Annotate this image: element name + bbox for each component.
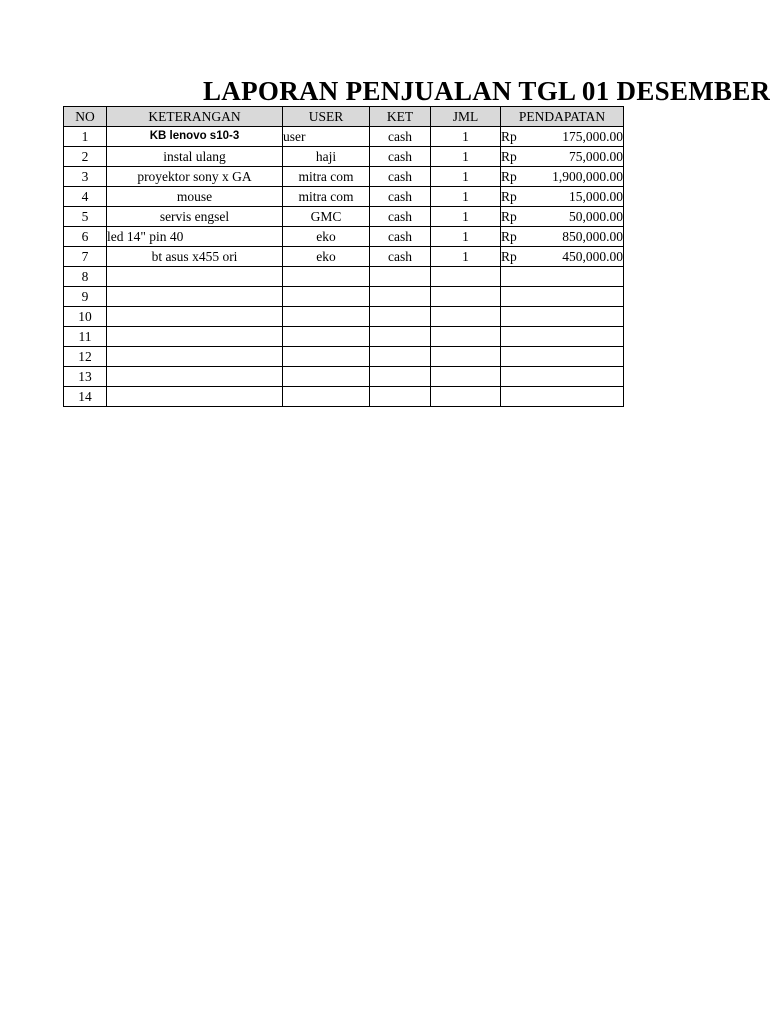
cell-ket[interactable]: cash (370, 167, 431, 187)
cell-pendapatan[interactable] (501, 347, 624, 367)
cell-no[interactable]: 3 (64, 167, 107, 187)
cell-ket[interactable] (370, 267, 431, 287)
cell-user[interactable] (283, 307, 370, 327)
header-pendapatan[interactable]: PENDAPATAN (501, 107, 624, 127)
cell-pendapatan[interactable] (501, 187, 624, 207)
currency-label: Rp (501, 129, 517, 144)
cell-pendapatan[interactable] (501, 267, 624, 287)
cell-pendapatan[interactable] (501, 167, 624, 187)
cell-user[interactable]: user (283, 127, 370, 147)
cell-user[interactable] (283, 387, 370, 407)
cell-ket[interactable] (370, 387, 431, 407)
cell-jml[interactable]: 1 (431, 227, 501, 247)
currency-label: Rp (501, 169, 517, 184)
cell-pendapatan[interactable] (501, 367, 624, 387)
currency-label: Rp (501, 189, 517, 204)
amount-value: 50,000.00 (569, 209, 623, 224)
cell-no[interactable]: 13 (64, 367, 107, 387)
cell-jml[interactable] (431, 347, 501, 367)
amount-value: 15,000.00 (569, 189, 623, 204)
cell-jml[interactable]: 1 (431, 167, 501, 187)
cell-jml[interactable] (431, 327, 501, 347)
amount-value: 450,000.00 (562, 249, 623, 264)
cell-keterangan[interactable]: led 14" pin 40 (107, 227, 283, 247)
cell-jml[interactable]: 1 (431, 147, 501, 167)
cell-keterangan[interactable] (107, 287, 283, 307)
table-row (64, 307, 624, 327)
cell-user[interactable]: haji (283, 147, 370, 167)
cell-keterangan[interactable]: mouse (107, 187, 283, 207)
cell-no[interactable]: 8 (64, 267, 107, 287)
table-row (64, 127, 624, 147)
cell-keterangan[interactable] (107, 327, 283, 347)
table-row (64, 347, 624, 367)
cell-user[interactable] (283, 287, 370, 307)
amount-value: 175,000.00 (562, 129, 623, 144)
cell-ket[interactable]: cash (370, 147, 431, 167)
cell-pendapatan[interactable] (501, 227, 624, 247)
cell-jml[interactable] (431, 287, 501, 307)
sales-table (63, 106, 624, 407)
cell-jml[interactable]: 1 (431, 247, 501, 267)
cell-user[interactable]: GMC (283, 207, 370, 227)
cell-keterangan[interactable] (107, 347, 283, 367)
table-row (64, 147, 624, 167)
title-container (63, 74, 770, 108)
cell-jml[interactable] (431, 267, 501, 287)
table-row (64, 267, 624, 287)
cell-keterangan[interactable] (107, 367, 283, 387)
cell-ket[interactable]: cash (370, 187, 431, 207)
cell-ket[interactable] (370, 347, 431, 367)
amount-value: 850,000.00 (562, 229, 623, 244)
cell-pendapatan[interactable] (501, 287, 624, 307)
cell-pendapatan[interactable] (501, 327, 624, 347)
table-row (64, 327, 624, 347)
cell-no[interactable]: 7 (64, 247, 107, 267)
cell-no[interactable]: 1 (64, 127, 107, 147)
cell-user[interactable] (283, 367, 370, 387)
cell-jml[interactable] (431, 307, 501, 327)
cell-keterangan[interactable]: bt asus x455 ori (107, 247, 283, 267)
cell-ket[interactable] (370, 367, 431, 387)
table-row (64, 187, 624, 207)
cell-ket[interactable]: cash (370, 247, 431, 267)
table-row (64, 247, 624, 267)
currency-label: Rp (501, 209, 517, 224)
cell-jml[interactable] (431, 387, 501, 407)
cell-ket[interactable] (370, 307, 431, 327)
cell-jml[interactable]: 1 (431, 207, 501, 227)
cell-no[interactable]: 11 (64, 327, 107, 347)
cell-keterangan[interactable]: proyektor sony x GA (107, 167, 283, 187)
cell-no[interactable]: 4 (64, 187, 107, 207)
cell-no[interactable]: 14 (64, 387, 107, 407)
cell-user[interactable]: mitra com (283, 187, 370, 207)
cell-no[interactable]: 10 (64, 307, 107, 327)
cell-user[interactable]: eko (283, 227, 370, 247)
header-user[interactable]: USER (283, 107, 370, 127)
amount-value: 1,900,000.00 (552, 169, 623, 184)
cell-no[interactable]: 6 (64, 227, 107, 247)
cell-ket[interactable] (370, 327, 431, 347)
cell-pendapatan[interactable] (501, 387, 624, 407)
header-ket[interactable]: KET (370, 107, 431, 127)
cell-ket[interactable]: cash (370, 127, 431, 147)
cell-no[interactable]: 12 (64, 347, 107, 367)
cell-jml[interactable] (431, 367, 501, 387)
header-no[interactable]: NO (64, 107, 107, 127)
cell-pendapatan[interactable] (501, 207, 624, 227)
table-row (64, 287, 624, 307)
cell-user[interactable] (283, 327, 370, 347)
table-row (64, 207, 624, 227)
currency-label: Rp (501, 149, 517, 164)
cell-keterangan[interactable] (107, 307, 283, 327)
cell-keterangan[interactable]: servis engsel (107, 207, 283, 227)
cell-pendapatan[interactable] (501, 147, 624, 167)
currency-label: Rp (501, 229, 517, 244)
report-title: LAPORAN PENJUALAN TGL 01 DESEMBER (203, 76, 770, 106)
cell-ket[interactable] (370, 287, 431, 307)
header-jml[interactable]: JML (431, 107, 501, 127)
cell-user[interactable]: eko (283, 247, 370, 267)
amount-value: 75,000.00 (569, 149, 623, 164)
cell-keterangan[interactable] (107, 267, 283, 287)
cell-ket[interactable]: cash (370, 207, 431, 227)
cell-keterangan[interactable] (107, 387, 283, 407)
table-row (64, 167, 624, 187)
cell-no[interactable]: 5 (64, 207, 107, 227)
cell-pendapatan[interactable] (501, 127, 624, 147)
cell-pendapatan[interactable] (501, 247, 624, 267)
cell-jml[interactable]: 1 (431, 127, 501, 147)
cell-user[interactable] (283, 347, 370, 367)
cell-ket[interactable]: cash (370, 227, 431, 247)
cell-pendapatan[interactable] (501, 307, 624, 327)
cell-no[interactable]: 9 (64, 287, 107, 307)
table-row (64, 227, 624, 247)
cell-jml[interactable]: 1 (431, 187, 501, 207)
table-row (64, 387, 624, 407)
table-row (64, 367, 624, 387)
currency-label: Rp (501, 249, 517, 264)
header-row (64, 107, 624, 127)
cell-user[interactable]: mitra com (283, 167, 370, 187)
cell-keterangan[interactable]: instal ulang (107, 147, 283, 167)
cell-no[interactable]: 2 (64, 147, 107, 167)
header-keterangan[interactable]: KETERANGAN (107, 107, 283, 127)
cell-user[interactable] (283, 267, 370, 287)
cell-keterangan[interactable]: KB lenovo s10-3 (107, 127, 283, 147)
